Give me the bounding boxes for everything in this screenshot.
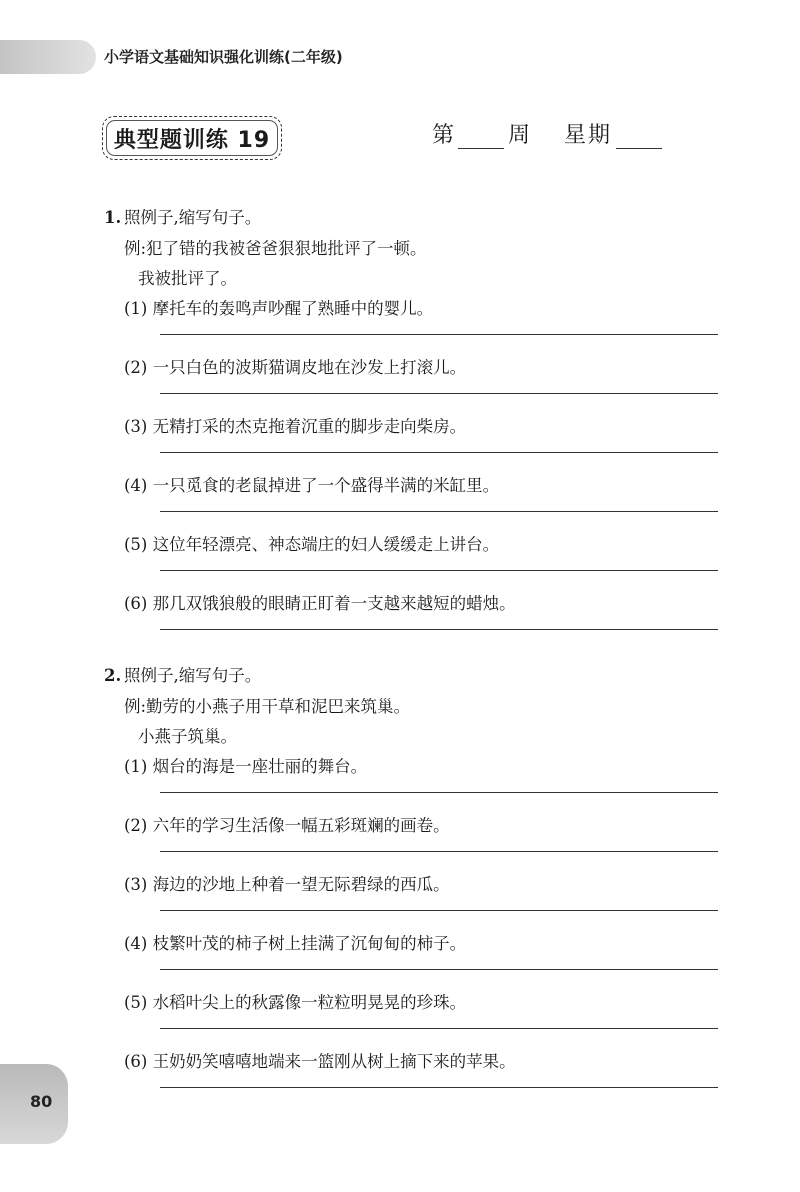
question-number: 2. (104, 666, 122, 685)
item-sentence: (1) 烟台的海是一座壮丽的舞台。 (124, 757, 368, 776)
item-sentence: (4) 枝繁叶茂的柿子树上挂满了沉甸甸的柿子。 (124, 934, 467, 953)
question-2 (104, 662, 516, 1106)
week-number-blank[interactable] (458, 122, 504, 149)
week-field (432, 118, 662, 149)
answer-line[interactable] (160, 334, 718, 335)
page-number: 80 (30, 1092, 53, 1111)
answer-line[interactable] (160, 1087, 718, 1088)
item-sentence: (3) 海边的沙地上种着一望无际碧绿的西瓜。 (124, 875, 450, 894)
answer-line[interactable] (160, 792, 718, 793)
list-item (104, 471, 516, 530)
book-title: 小学语文基础知识强化训练(二年级) (104, 48, 343, 66)
question-instruction: 照例子,缩写句子。 (124, 666, 262, 685)
list-item (104, 988, 516, 1047)
example-sentence: 例:犯了错的我被爸爸狠狠地批评了一顿。 (124, 239, 427, 258)
list-item (104, 929, 516, 988)
section-title-badge (102, 116, 282, 160)
list-item (104, 752, 516, 811)
question-number: 1. (104, 208, 122, 227)
answer-line[interactable] (160, 629, 718, 630)
item-sentence: (3) 无精打采的杰克拖着沉重的脚步走向柴房。 (124, 417, 467, 436)
weekday-label: 星期 (564, 123, 613, 148)
question-instruction: 照例子,缩写句子。 (124, 208, 262, 227)
answer-line[interactable] (160, 452, 718, 453)
example-answer: 我被批评了。 (138, 269, 237, 288)
item-sentence: (2) 一只白色的波斯猫调皮地在沙发上打滚儿。 (124, 358, 467, 377)
list-item (104, 353, 516, 412)
item-sentence: (5) 这位年轻漂亮、神态端庄的妇人缓缓走上讲台。 (124, 535, 500, 554)
list-item (104, 811, 516, 870)
item-sentence: (1) 摩托车的轰鸣声吵醒了熟睡中的婴儿。 (124, 299, 434, 318)
answer-line[interactable] (160, 851, 718, 852)
list-item (104, 530, 516, 589)
item-sentence: (6) 那几双饿狼般的眼睛正盯着一支越来越短的蜡烛。 (124, 594, 516, 613)
example-sentence: 例:勤劳的小燕子用干草和泥巴来筑巢。 (124, 697, 411, 716)
answer-line[interactable] (160, 393, 718, 394)
list-item (104, 1047, 516, 1106)
week-label: 周 (508, 123, 531, 148)
answer-line[interactable] (160, 570, 718, 571)
item-sentence: (4) 一只觅食的老鼠掉进了一个盛得半满的米缸里。 (124, 476, 500, 495)
header-tab-decoration (0, 40, 96, 74)
list-item (104, 294, 516, 353)
answer-line[interactable] (160, 1028, 718, 1029)
section-title: 典型题训练 19 (113, 127, 271, 153)
example-answer: 小燕子筑巢。 (138, 727, 237, 746)
list-item (104, 589, 516, 648)
week-prefix-label: 第 (432, 123, 455, 148)
answer-line[interactable] (160, 910, 718, 911)
item-sentence: (2) 六年的学习生活像一幅五彩斑斓的画卷。 (124, 816, 450, 835)
answer-line[interactable] (160, 511, 718, 512)
list-item (104, 870, 516, 929)
weekday-blank[interactable] (616, 122, 662, 149)
item-sentence: (6) 王奶奶笑嘻嘻地端来一篮刚从树上摘下来的苹果。 (124, 1052, 516, 1071)
answer-line[interactable] (160, 969, 718, 970)
list-item (104, 412, 516, 471)
question-1 (104, 204, 516, 648)
item-sentence: (5) 水稻叶尖上的秋露像一粒粒明晃晃的珍珠。 (124, 993, 467, 1012)
